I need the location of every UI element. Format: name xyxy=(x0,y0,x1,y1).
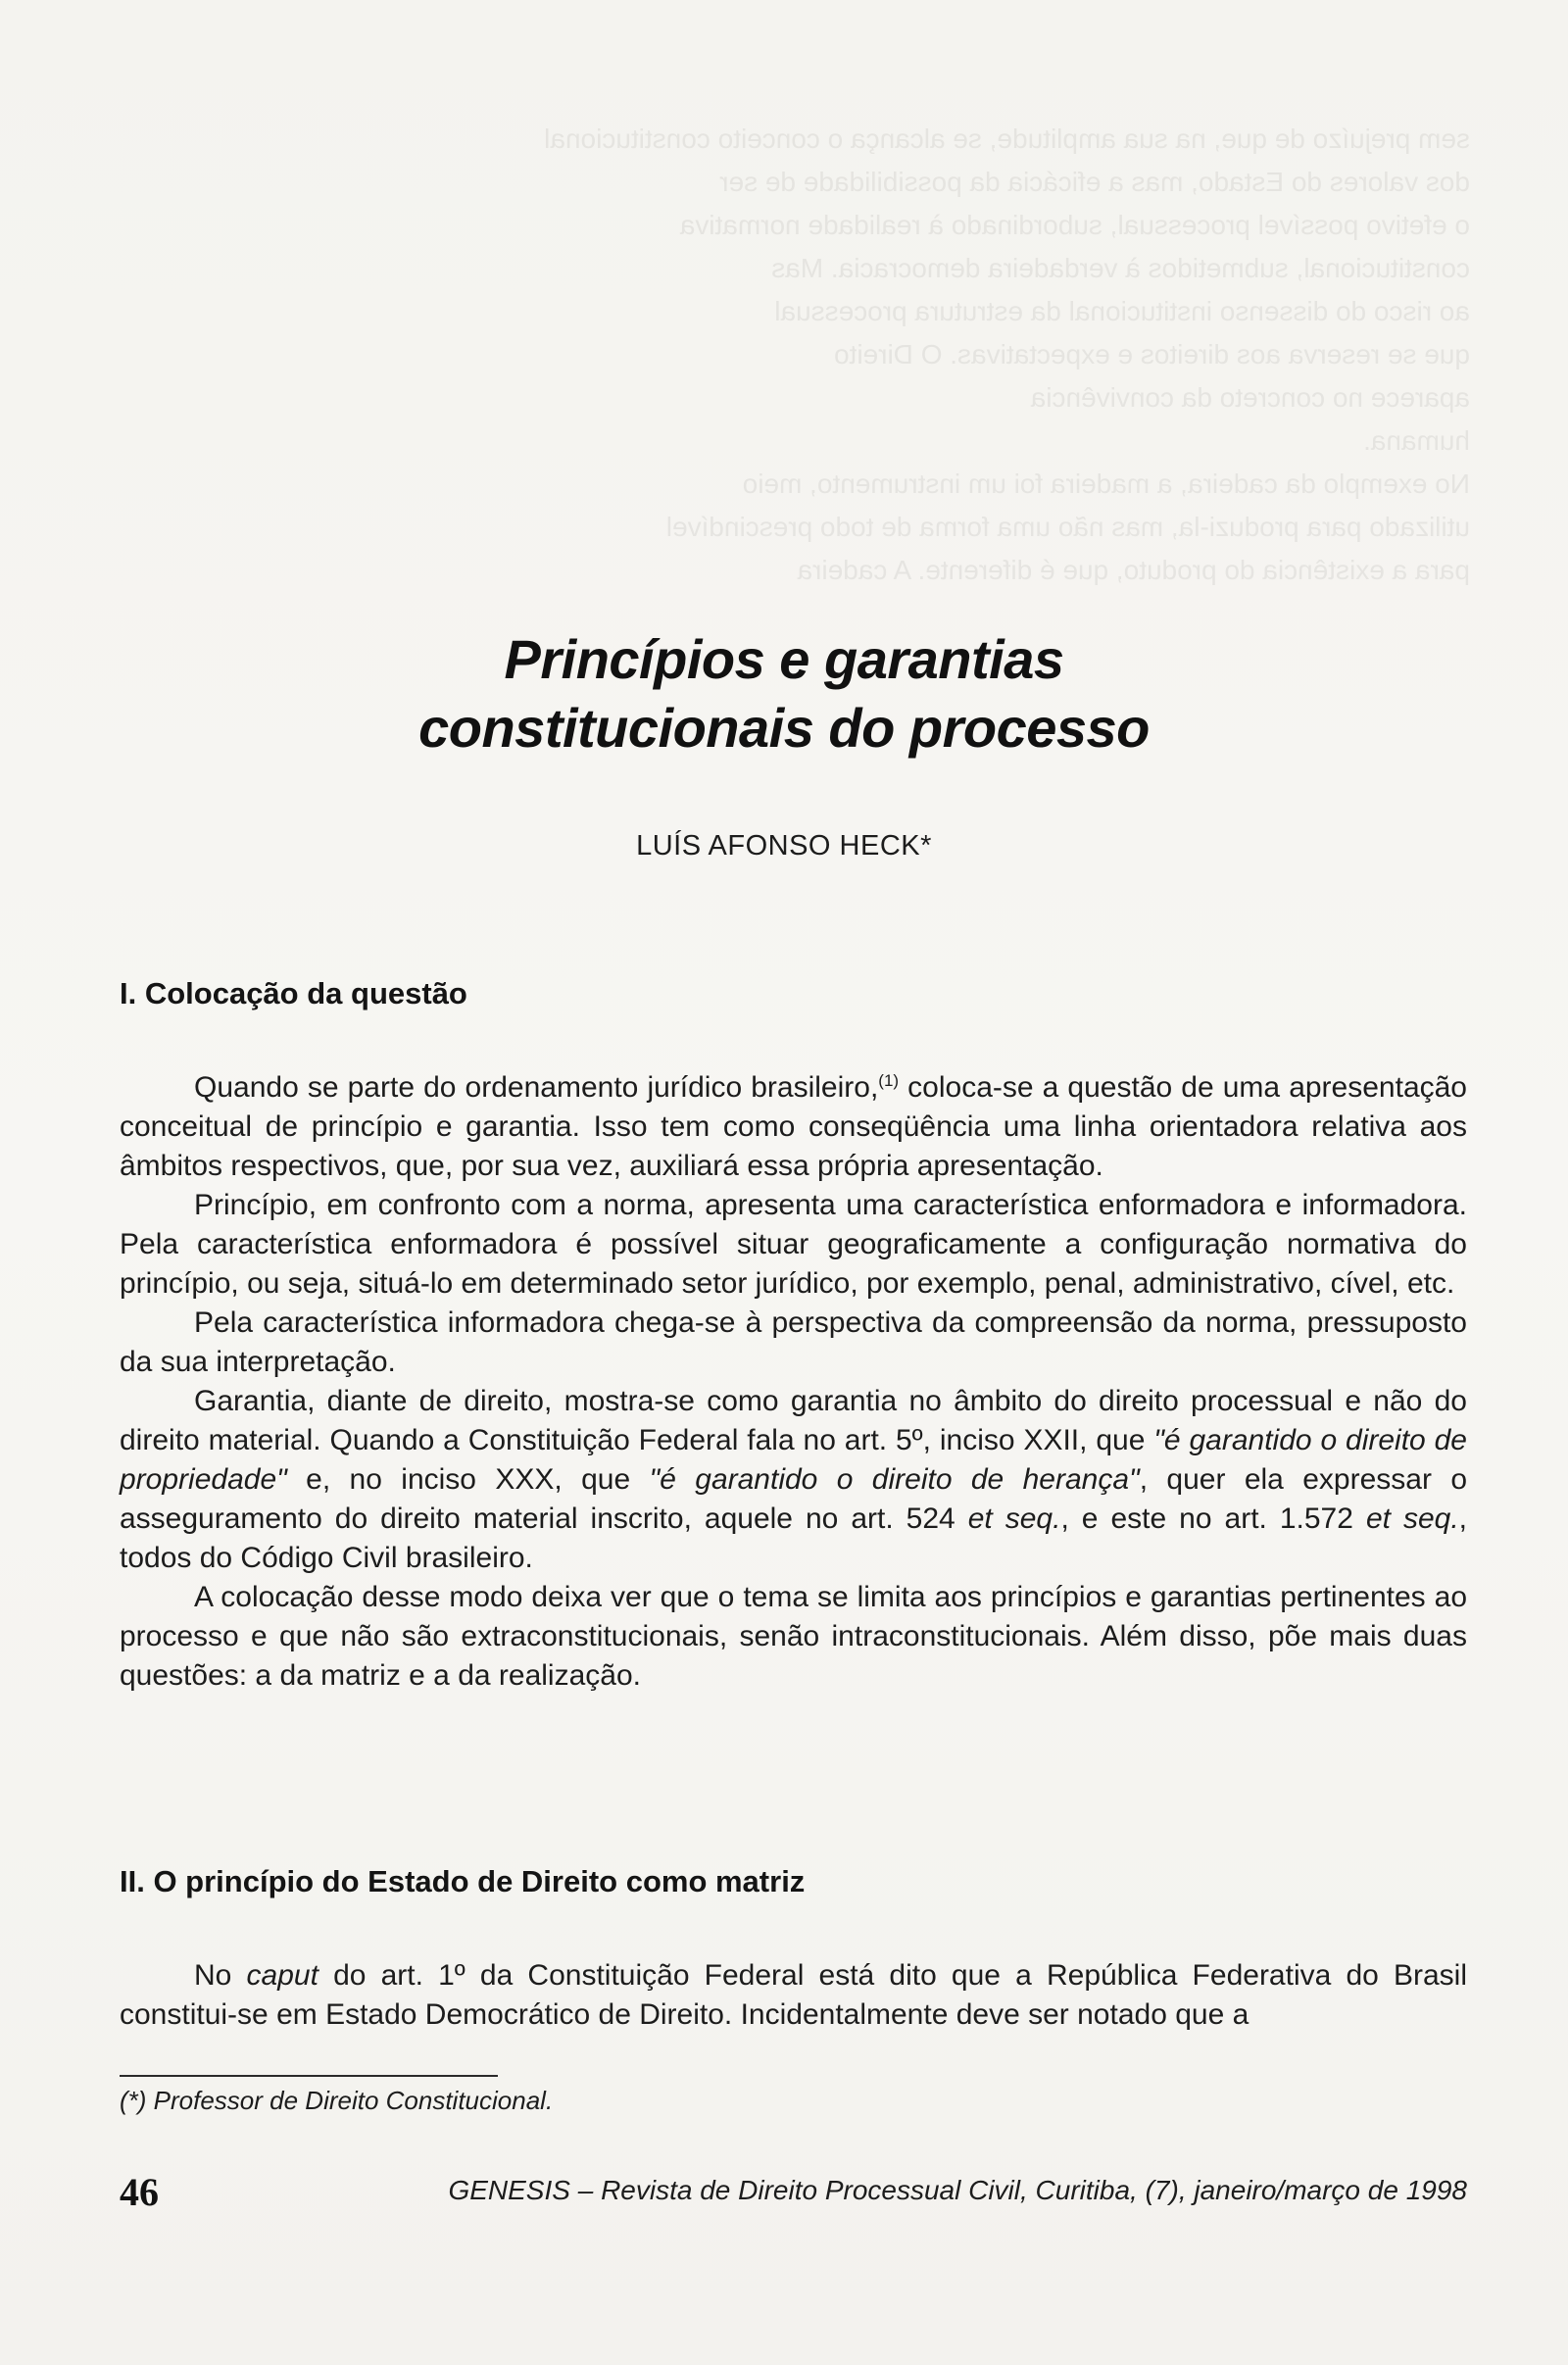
et-seq-2: et seq. xyxy=(1365,1503,1459,1535)
quote-heranca: "é garantido o direito de herança" xyxy=(649,1463,1140,1496)
paragraph-4 xyxy=(120,1382,1467,1578)
paragraph-4-text-d: , e este no art. 1.572 xyxy=(1060,1503,1366,1535)
section-heading-2: II. O princípio do Estado de Direito como matriz xyxy=(120,1863,806,1898)
article-title xyxy=(0,625,1568,763)
footnote-divider xyxy=(120,2075,498,2077)
paragraph-1-text: Quando se parte do ordenamento jurídico brasileiro, xyxy=(194,1071,879,1104)
paragraph-3: Pela característica informadora chega-se à perspectiva da compreensão da norma, pressuposto da sua interpretação. xyxy=(120,1306,1467,1378)
article-title-line-1: Princípios e garantias xyxy=(504,627,1064,690)
paragraph-1 xyxy=(120,1068,1467,1186)
paragraph-6-text: No xyxy=(194,1959,247,1992)
paragraph-4-text-c: , quer ela expressar o asseguramento do direito material inscrito, aquele no art. 524 xyxy=(120,1463,1468,1535)
footnote-ref-1: (1) xyxy=(878,1071,900,1090)
paragraph-2: Princípio, em confronto com a norma, apresenta uma característica enformadora e informadora. Pela característica enformadora é possível situar geograficamente a configuração normativa do princípio, ou seja, situá-lo em determinado setor jurídico, por exemplo, penal, administrativo, cível, etc. xyxy=(120,1189,1467,1300)
section-heading-1: I. Colocação da questão xyxy=(120,975,467,1010)
article-title-line-2: constitucionais do processo xyxy=(418,696,1150,759)
et-seq-1: et seq. xyxy=(967,1503,1061,1535)
paragraph-5: A colocação desse modo deixa ver que o tema se limita aos princípios e garantias pertinentes ao processo e que não são extraconstitucionais, senão intraconstitucionais. Além disso, põe mais duas questões: a da matriz e a da realização. xyxy=(120,1581,1467,1692)
author-name: LUÍS AFONSO HECK* xyxy=(636,830,932,862)
paragraph-1-text-cont: coloca-se a questão de uma apresentação conceitual de princípio e garantia. Isso tem como conseqüência uma linha orientadora relativa aos âmbitos respectivos, que, por sua vez, auxiliará essa própria apresentação. xyxy=(120,1071,1467,1182)
caput-term: caput xyxy=(246,1959,318,1992)
footnote: (*) Professor de Direito Constitucional. xyxy=(120,2086,554,2115)
section-2-body xyxy=(120,1956,1467,2035)
quote-propriedade: "é garantido o direito de propriedade" xyxy=(120,1424,1467,1496)
paragraph-6 xyxy=(120,1956,1467,2035)
paragraph-6-text-cont: do art. 1º da Constituição Federal está dito que a República Federativa do Brasil constitui-se em Estado Democrático de Direito. Incidentalmente deve ser notado que a xyxy=(120,1959,1467,2031)
paragraph-4-text-e: , todos do Código Civil brasileiro. xyxy=(120,1503,1467,1574)
show-through-text: sem prejuízo de que, na sua amplitude, se alcança o conceito constitucional dos valores do Estado, mas a eficácia da possibilidade de ser o efetivo possível processual, subordinado à realidade normativa constitucional, submetidos à verdadeira democracia. Mas ao risco do dissenso institucional da estrutura processual que se reserva aos direitos e expectativas. O Direito aparece no concreto da convivência humana. No exemplo da cadeira, a madeira foi um instrumento, meio utilizado para produzi-la, mas não uma forma de todo prescindível para a existência do produto, que é diferente. A cadeira xyxy=(544,123,1470,585)
section-1-body xyxy=(120,1068,1467,1696)
paragraph-4-text-b: e, no inciso XXX, que xyxy=(286,1463,650,1496)
paragraph-4-text: Garantia, diante de direito, mostra-se como garantia no âmbito do direito processual e não do direito material. Quando a Constituição Federal fala no art. 5º, inciso XXII, que xyxy=(120,1385,1467,1456)
journal-citation: GENESIS – Revista de Direito Processual Civil, Curitiba, (7), janeiro/março de 1998 xyxy=(448,2175,1467,2205)
page-number: 46 xyxy=(120,2170,159,2214)
show-through-running-head xyxy=(118,125,1470,155)
